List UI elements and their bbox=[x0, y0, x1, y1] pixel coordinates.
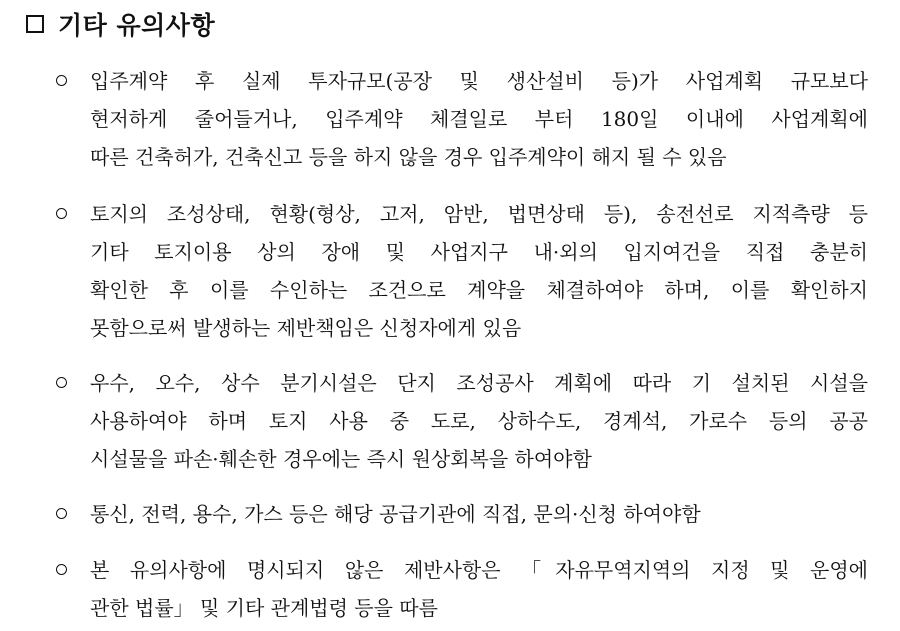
item-text-line: 현저하게 줄어들거나, 입주계약 체결일로 부터 180일 이내에 사업계획에 bbox=[90, 107, 868, 131]
item-text-line: 통신, 전력, 용수, 가스 등은 해당 공급기관에 직접, 문의·신청 하여야함 bbox=[90, 502, 701, 526]
item-text-line: 우수, 오수, 상수 분기시설은 단지 조성공사 계획에 따라 기 설치된 시설을 bbox=[90, 371, 868, 395]
item-text-line: 따른 건축허가, 건축신고 등을 하지 않을 경우 입주계약이 해지 될 수 있음 bbox=[90, 145, 727, 169]
circle-bullet-icon bbox=[56, 208, 67, 219]
item-text-line: 입주계약 후 실제 투자규모(공장 및 생산설비 등)가 사업계획 규모보다 bbox=[90, 69, 868, 93]
item-text-line: 사용하여야 하며 토지 사용 중 도로, 상하수도, 경계석, 가로수 등의 공공 bbox=[90, 409, 868, 433]
item-text-line: 본 유의사항에 명시되지 않은 제반사항은 「자유무역지역의 지정 및 운영에 bbox=[90, 558, 868, 582]
section-heading bbox=[26, 4, 215, 44]
item-text-line: 관한 법률」 및 기타 관계법령 등을 따름 bbox=[90, 596, 438, 620]
circle-bullet-icon bbox=[56, 564, 67, 575]
circle-bullet-icon bbox=[56, 377, 67, 388]
item-text-line: 확인한 후 이를 수인하는 조건으로 계약을 체결하여야 하며, 이를 확인하지 bbox=[90, 278, 868, 302]
item-text-line: 기타 토지이용 상의 장애 및 사업지구 내·외의 입지여건을 직접 충분히 bbox=[90, 240, 868, 264]
item-text-line: 못함으로써 발생하는 제반책임은 신청자에게 있음 bbox=[90, 316, 522, 340]
item-text-line: 시설물을 파손·훼손한 경우에는 즉시 원상회복을 하여야함 bbox=[90, 447, 592, 471]
circle-bullet-icon bbox=[56, 508, 67, 519]
checkbox-icon bbox=[26, 15, 44, 33]
item-text-line: 토지의 조성상태, 현황(형상, 고저, 암반, 법면상태 등), 송전선로 지적측량 등 bbox=[90, 202, 868, 226]
circle-bullet-icon bbox=[56, 75, 67, 86]
section-title: 기타 유의사항 bbox=[58, 11, 216, 40]
